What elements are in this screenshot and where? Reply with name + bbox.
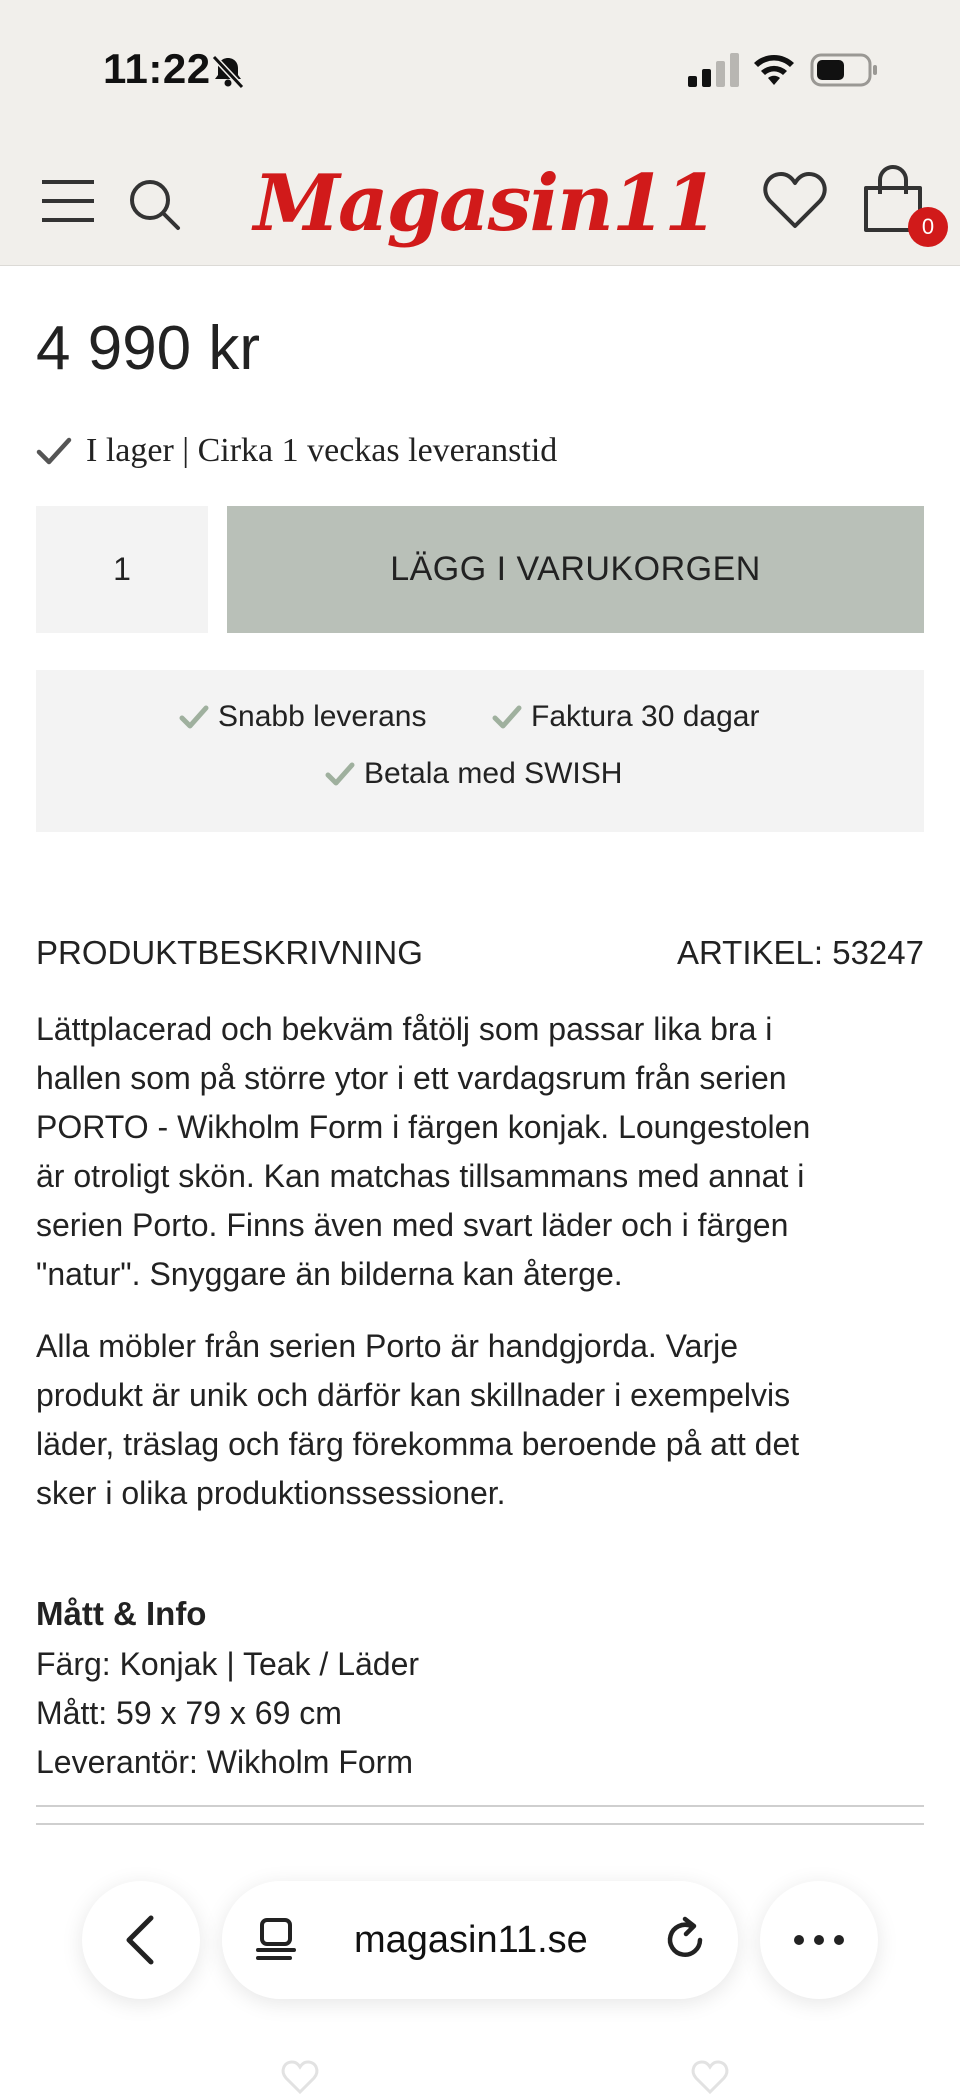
text-line: läder, träslag och färg förekomma beroende på att det (36, 1426, 800, 1462)
status-time: 11:22 (103, 45, 211, 92)
description-paragraph-2 (36, 1322, 924, 1518)
description-heading: PRODUKTBESKRIVNING (36, 934, 423, 971)
usp-item (180, 700, 426, 734)
reader-mode-icon[interactable] (254, 1916, 302, 1964)
check-icon (493, 705, 521, 729)
usp-item (493, 700, 759, 734)
product-price: 4 990 kr (36, 314, 261, 383)
check-icon (326, 762, 354, 786)
text-line: serien Porto. Finns även med svart läder och i färgen (36, 1207, 789, 1243)
wifi-icon (752, 52, 796, 88)
usp-item (326, 757, 622, 791)
url-text[interactable]: magasin11.se (354, 1919, 588, 1961)
article-number: ARTIKEL: 53247 (676, 934, 924, 971)
text-line: Lättplacerad och bekväm fåtölj som passar lika bra i (36, 1011, 773, 1047)
svg-text:Magasin11: Magasin11 (253, 158, 717, 249)
description-paragraph-1 (36, 1005, 924, 1299)
stock-status (36, 432, 557, 470)
search-icon[interactable] (126, 176, 182, 232)
faded-heart-icon (690, 2058, 730, 2098)
add-to-cart-button[interactable]: LÄGG I VARUKORGEN (227, 506, 924, 633)
divider (36, 1823, 924, 1825)
browser-back-button[interactable] (82, 1881, 200, 1999)
divider (36, 1805, 924, 1807)
menu-icon[interactable] (40, 178, 96, 224)
info-color: Färg: Konjak | Teak / Läder (36, 1646, 420, 1682)
check-icon (36, 436, 72, 466)
address-bar[interactable] (222, 1881, 738, 1999)
info-dimensions: Mått: 59 x 79 x 69 cm (36, 1695, 342, 1731)
text-line: "natur". Snyggare än bilderna kan återge. (36, 1256, 623, 1292)
usp-box (36, 670, 924, 832)
usp-label: Betala med SWISH (364, 757, 623, 790)
chevron-left-icon (121, 1914, 161, 1966)
usp-label: Faktura 30 dagar (531, 700, 760, 733)
battery-icon (810, 52, 880, 88)
text-line: Alla möbler från serien Porto är handgjorda. Varje (36, 1328, 738, 1364)
cart-count-badge[interactable]: 0 (908, 207, 948, 247)
text-line: sker i olika produktionssessioner. (36, 1475, 506, 1511)
text-line: är otroligt skön. Kan matchas tillsammans med annat i (36, 1158, 805, 1194)
silent-bell-icon (208, 52, 248, 92)
text-line: produkt är unik och därför kan skillnader i exempelvis (36, 1377, 791, 1413)
info-heading: Mått & Info (36, 1595, 207, 1632)
check-icon (180, 705, 208, 729)
reload-icon[interactable] (660, 1915, 710, 1965)
stock-text: I lager | Cirka 1 veckas leveranstid (86, 432, 558, 469)
text-line: PORTO - Wikholm Form i färgen konjak. Loungestolen (36, 1109, 811, 1145)
wishlist-heart-icon[interactable] (762, 170, 828, 232)
info-supplier: Leverantör: Wikholm Form (36, 1744, 413, 1780)
cellular-signal-icon (688, 52, 740, 88)
more-dots-icon (793, 1934, 845, 1946)
text-line: hallen som på större ytor i ett vardagsrum från serien (36, 1060, 787, 1096)
browser-more-button[interactable] (760, 1881, 878, 1999)
usp-label: Snabb leverans (218, 700, 427, 733)
brand-logo[interactable] (253, 150, 717, 260)
quantity-input[interactable]: 1 (36, 506, 208, 633)
faded-heart-icon (280, 2058, 320, 2098)
